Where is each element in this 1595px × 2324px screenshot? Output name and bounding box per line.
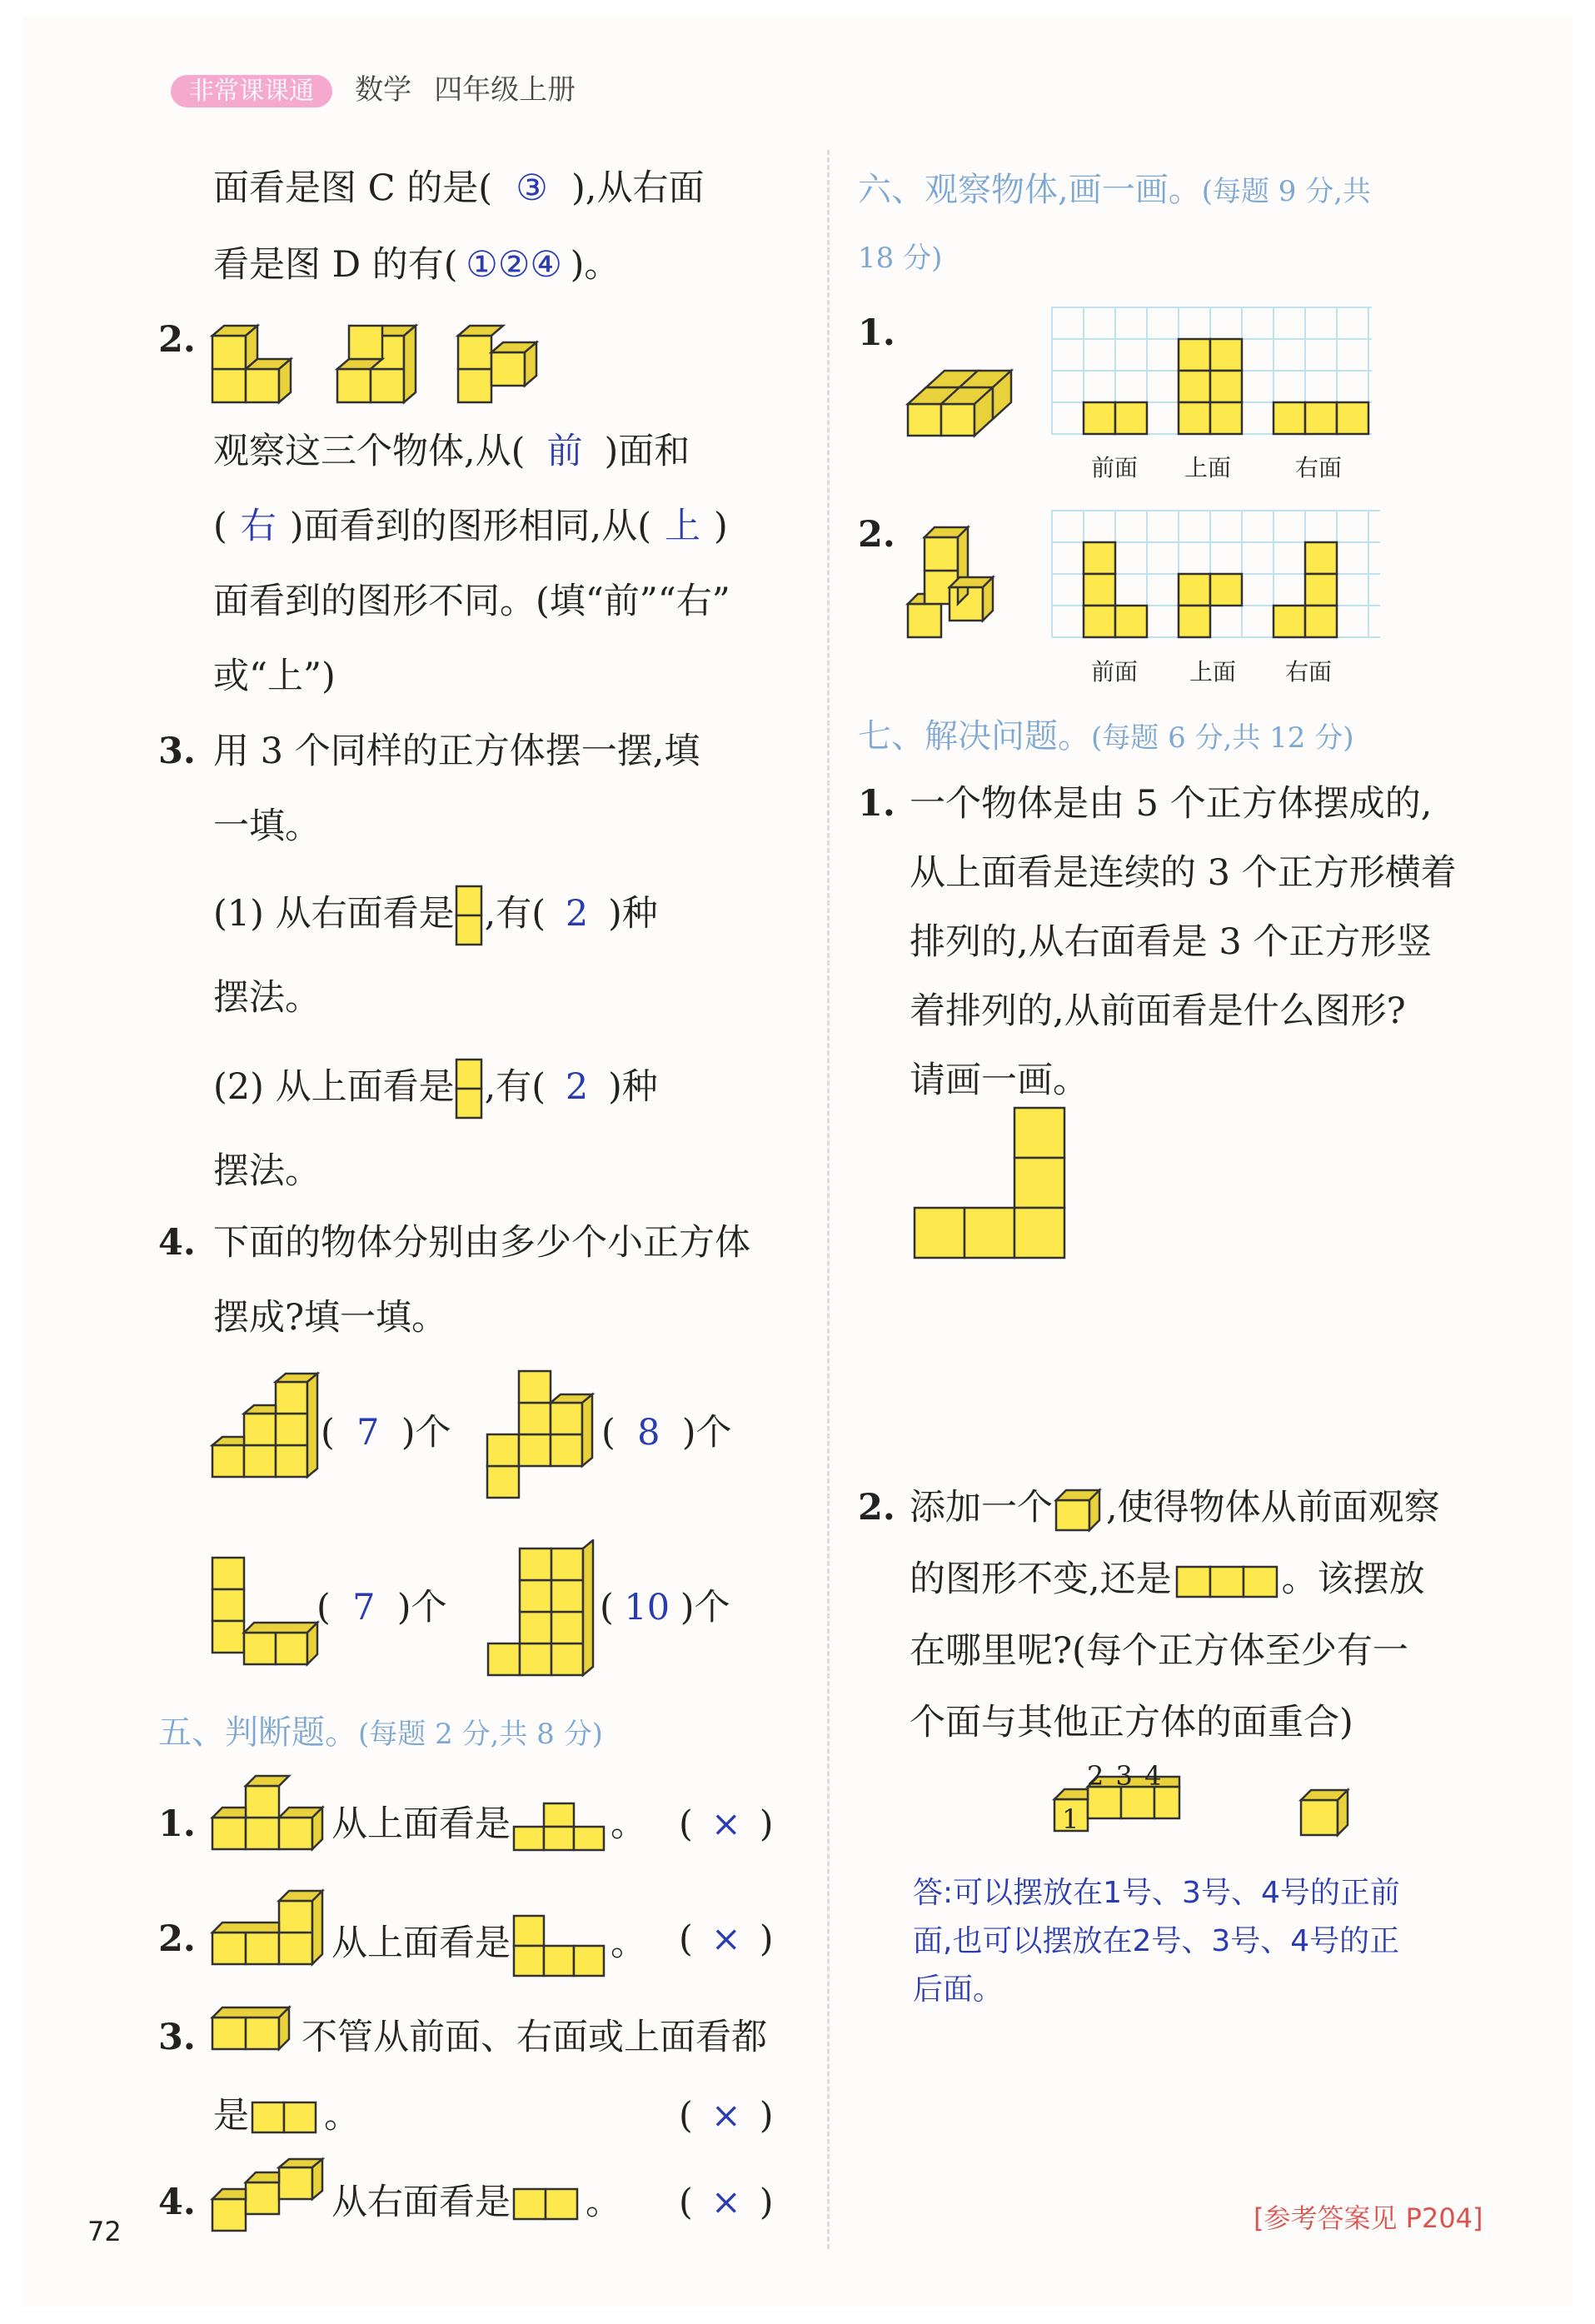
- p2-position-numbers: 2 3 4: [1087, 1760, 1164, 1792]
- judge-1-answer: ( × ): [679, 1803, 774, 1845]
- q4-blank-4: ( 10 )个: [600, 1587, 730, 1628]
- judge-1-number: 1.: [158, 1803, 196, 1845]
- q2-answer-front: 前: [546, 431, 583, 472]
- judge-4-text: 从右面看是 。: [331, 2182, 621, 2223]
- judge-2-answer: ( × ): [679, 1918, 774, 1960]
- p1-line-5: 请画一画。: [910, 1060, 1089, 1101]
- judge-1-shape: [208, 1766, 325, 1858]
- column-divider: [827, 150, 830, 2249]
- draw-2-label-right: 右面: [1285, 658, 1333, 686]
- q4-number: 4.: [158, 1222, 196, 1264]
- q4-blank-3: ( 7 )个: [317, 1587, 447, 1628]
- draw-1-label-right: 右面: [1295, 454, 1343, 481]
- p2-answer-2: 面,也可以摆放在2号、3号、4号的正: [913, 1924, 1400, 1958]
- judge-1-text: 从上面看是 。: [331, 1799, 646, 1852]
- draw-2-grid: [1051, 510, 1380, 651]
- q2-answer-top: 上: [665, 506, 701, 547]
- grade: 四年级上册: [434, 73, 576, 107]
- p2-line-2: 的图形不变,还是 。该摆放: [910, 1558, 1425, 1600]
- top-view-icon: [511, 1802, 611, 1852]
- judge-2-text: 从上面看是 。: [331, 1914, 646, 1977]
- draw-1-label-front: 前面: [1091, 454, 1139, 481]
- p2-line-3: 在哪里呢?(每个正方体至少有一: [910, 1630, 1408, 1672]
- three-squares-icon: [1172, 1562, 1282, 1602]
- page-number: 72: [87, 2216, 122, 2247]
- q3-number: 3.: [158, 731, 196, 772]
- answer-c: ③: [516, 167, 548, 209]
- top-view-icon: [511, 1914, 611, 1977]
- section-5-title: 五、判断题。(每题 2 分,共 8 分): [158, 1713, 603, 1752]
- q3-sub-1: (1) 从右面看是 ,有( 2 )种: [213, 885, 658, 948]
- section-6-title: 六、观察物体,画一画。(每题 9 分,共: [858, 171, 1372, 209]
- p1-drawing: [908, 1105, 1074, 1263]
- draw-2-label-top: 上面: [1189, 658, 1237, 686]
- q2-answer-right: 右: [240, 506, 277, 547]
- q4-line-2: 摆成?填一填。: [213, 1297, 448, 1339]
- p1-line-2: 从上面看是连续的 3 个正方形横着: [910, 852, 1457, 894]
- vertical-two-squares-icon: [455, 1058, 485, 1121]
- judge-4-number: 4.: [158, 2182, 196, 2223]
- judge-3-shape: [208, 1999, 300, 2066]
- q2-line-4: 或“上”): [213, 656, 336, 697]
- q2-cubes: [208, 315, 575, 406]
- q4-shape-2: [479, 1366, 612, 1508]
- q2-line-1: 观察这三个物体,从( 前 )面和: [213, 426, 690, 476]
- q4-line-1: 下面的物体分别由多少个小正方体: [213, 1222, 750, 1264]
- q2-line-2: ( 右 )面看到的图形相同,从( 上 ): [213, 501, 728, 551]
- single-cube-icon: [1053, 1487, 1106, 1534]
- p2-answer-3: 后面。: [913, 1972, 1004, 2007]
- q4-blank-2: ( 8 )个: [601, 1412, 732, 1454]
- section-7-title: 七、解决问题。(每题 6 分,共 12 分): [858, 717, 1354, 756]
- judge-3-text-2: 是 。: [213, 2095, 360, 2137]
- p2-number: 2.: [858, 1487, 895, 1529]
- q3-line-2: 一填。: [213, 805, 321, 847]
- q3-answer-2: 2: [565, 1066, 589, 1108]
- answer-d: ①②④: [466, 244, 562, 286]
- draw-1-label-top: 上面: [1184, 454, 1232, 481]
- answer-reference: [参考答案见 P204]: [1254, 2202, 1483, 2234]
- judge-3-number: 3.: [158, 2017, 196, 2058]
- p2-single-cube: [1298, 1787, 1356, 1841]
- draw-2-number: 2.: [858, 514, 895, 556]
- q3-sub-2: (2) 从上面看是 ,有( 2 )种: [213, 1058, 658, 1121]
- p1-line-3: 排列的,从右面看是 3 个正方形竖: [910, 921, 1433, 963]
- draw-2-label-front: 前面: [1091, 658, 1139, 686]
- cont-line-1: 面看是图 C 的是( ③ ),从右面: [213, 163, 704, 213]
- draw-1-number: 1.: [858, 312, 895, 354]
- q4-shape-3: [208, 1549, 325, 1674]
- q3-sub-1-end: 摆法。: [213, 977, 321, 1019]
- judge-3-text: 不管从前面、右面或上面看都: [302, 2017, 767, 2058]
- q3-sub-2-end: 摆法。: [213, 1150, 321, 1192]
- p2-line-1: 添加一个 ,使得物体从前面观察: [910, 1483, 1440, 1534]
- q2-number: 2.: [158, 319, 196, 361]
- vertical-two-squares-icon: [455, 885, 485, 948]
- p1-line-4: 着排列的,从前面看是什么图形?: [910, 990, 1406, 1032]
- draw-1-solid: [904, 354, 1029, 446]
- q4-shape-4: [481, 1539, 611, 1681]
- p2-answer-1: 答:可以摆放在1号、3号、4号的正前: [913, 1876, 1400, 1910]
- p1-number: 1.: [858, 783, 895, 825]
- judge-3-answer: ( × ): [679, 2095, 774, 2137]
- judge-2-number: 2.: [158, 1918, 196, 1960]
- q4-blank-1: ( 7 )个: [321, 1412, 451, 1454]
- subject: 数学: [355, 73, 412, 107]
- q3-line-1: 用 3 个同样的正方体摆一摆,填: [213, 731, 700, 772]
- two-squares-icon: [249, 2099, 324, 2137]
- judge-4-answer: ( × ): [679, 2182, 774, 2223]
- q4-shape-1: [208, 1366, 325, 1483]
- section-6-title-2: 18 分): [858, 242, 943, 275]
- q3-answer-1: 2: [565, 893, 589, 935]
- two-squares-icon: [511, 2186, 586, 2224]
- header: [171, 67, 576, 107]
- judge-2-shape: [208, 1883, 329, 1974]
- q2-line-3: 面看到的图形不同。(填“前”“右”: [213, 581, 730, 622]
- p2-line-4: 个面与其他正方体的面重合): [910, 1702, 1353, 1743]
- cont-line-2: 看是图 D 的有( ①②④ )。: [213, 240, 620, 290]
- series-badge: 非常课课通: [171, 75, 332, 107]
- judge-4-shape: [208, 2157, 325, 2241]
- p2-position-one: 1: [1062, 1803, 1079, 1835]
- draw-2-solid: [904, 512, 1012, 646]
- p1-line-1: 一个物体是由 5 个正方体摆成的,: [910, 783, 1433, 825]
